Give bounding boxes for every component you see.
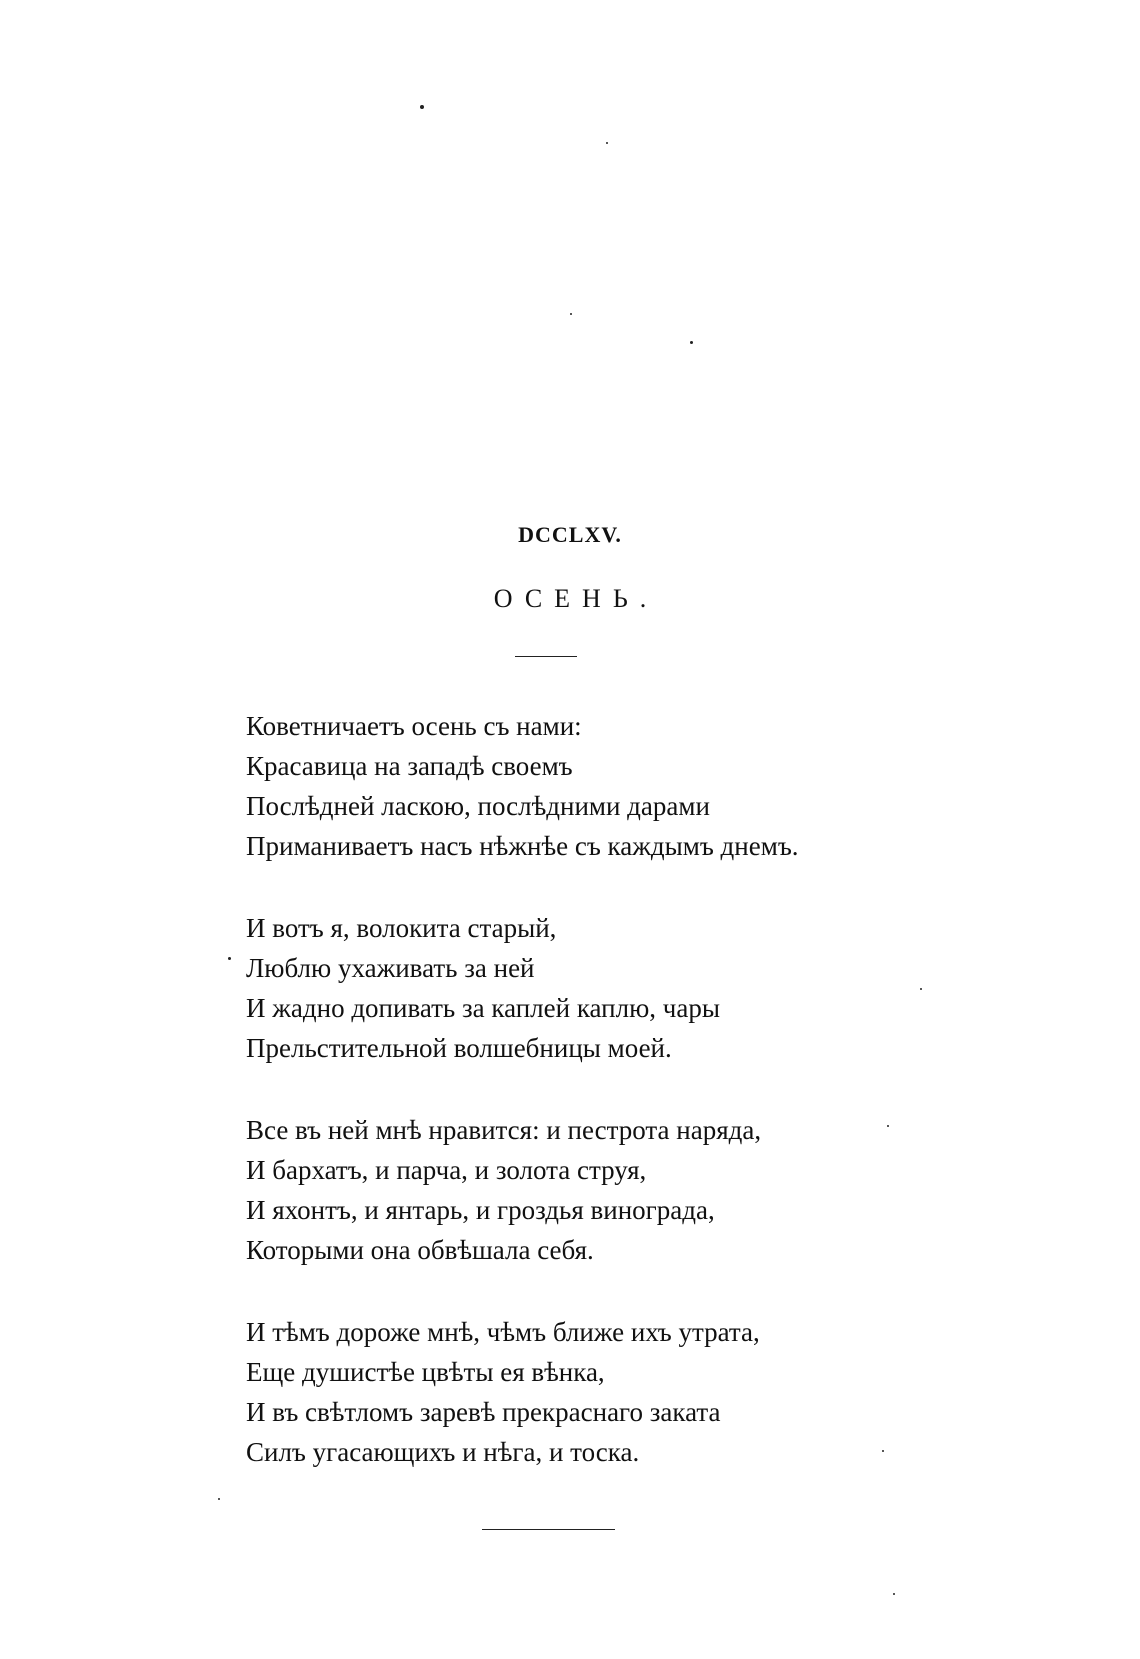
scan-speck [606,142,608,144]
scan-speck [228,957,231,960]
poem-line: Приманиваетъ насъ нѣжнѣе съ каждымъ днемъ. [246,831,799,861]
stanza-1 [246,706,946,866]
poem-line: Все въ ней мнѣ нравится: и пестрота наряда, [246,1115,762,1145]
poem-line: Коветничаетъ осень съ нами: [246,711,582,741]
scan-speck [570,313,572,315]
poem-line: Прельстительной волшебницы моей. [246,1033,672,1063]
end-divider [482,1529,615,1530]
stanza-4 [246,1312,946,1472]
title-divider [515,656,577,657]
poem-line: Которыми она обвѣшала себя. [246,1235,594,1265]
poem-line: И бархатъ, и парча, и золота струя, [246,1155,647,1185]
poem-line: Послѣдней ласкою, послѣдними дарами [246,791,710,821]
poem-line: Люблю ухаживать за ней [246,953,535,983]
poem-line: Силъ угасающихъ и нѣга, и тоска. [246,1437,640,1467]
poem-line: И яхонтъ, и янтарь, и гроздья винограда, [246,1195,715,1225]
poem-number: DCCLXV. [518,522,622,547]
poem-line: И жадно допивать за каплей каплю, чары [246,993,720,1023]
stanza-2 [246,908,946,1068]
scan-speck [893,1593,895,1595]
poem-line: И тѣмъ дороже мнѣ, чѣмъ ближе ихъ утрата, [246,1317,760,1347]
scan-speck [690,341,693,344]
poem-line: И вотъ я, волокита старый, [246,913,557,943]
stanza-3 [246,1110,946,1270]
poem-line: Красавица на западѣ своемъ [246,751,573,781]
scan-speck [420,105,424,109]
scan-speck [218,1498,220,1500]
poem-title: ОСЕНЬ. [493,584,659,613]
poem-line: Еще душистѣе цвѣты ея вѣнка, [246,1357,605,1387]
poem-line: И въ свѣтломъ заревѣ прекраснаго заката [246,1397,721,1427]
poem-body [246,706,946,1514]
